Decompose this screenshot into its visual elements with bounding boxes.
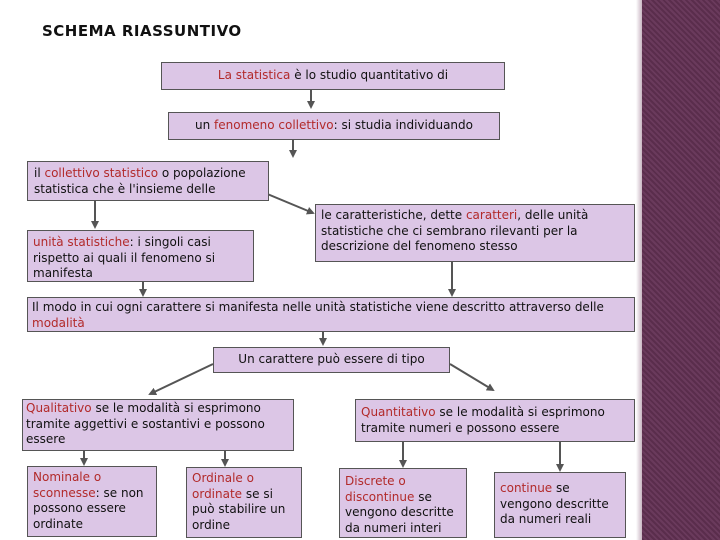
key-term: unità statistiche (33, 235, 130, 249)
key-term: Nominale o sconnesse (33, 470, 102, 500)
box-tipo-carattere: Un carattere può essere di tipo (213, 347, 450, 373)
key-term: caratteri (465, 208, 518, 222)
key-term: collettivo statistico (44, 166, 159, 180)
box-nominale: Nominale o sconnesse: se non possono essere ordinate (27, 466, 157, 537)
box-caratteri: le caratteristiche, dette caratteri, delle unità statistiche che ci sembrano rilevanti per la descrizione del fenomeno stesso (315, 204, 635, 262)
box-qualitativo: Qualitativo se le modalità si esprimono tramite aggettivi e sostantivi e possono essere (22, 399, 294, 451)
box-ordinale: Ordinale o ordinate se si può stabilire un ordine (186, 467, 302, 538)
box-modalita: Il modo in cui ogni carattere si manifesta nelle unità statistiche viene descritto attraverso delle modalità (27, 297, 635, 332)
key-term: Discrete o discontinue (345, 474, 415, 504)
key-term: Qualitativo (26, 401, 92, 415)
box-fenomeno-collettivo: un fenomeno collettivo: si studia individuando (168, 112, 500, 140)
key-term: continue (500, 481, 553, 495)
key-term: La statistica (217, 68, 291, 82)
arrow-9 (450, 364, 493, 390)
box-discrete: Discrete o discontinue se vengono descritte da numeri interi (339, 468, 467, 538)
box-unita-statistiche: unità statistiche: i singoli casi rispetto ai quali il fenomeno si manifesta (27, 230, 254, 282)
arrow-8 (150, 364, 213, 394)
box-collettivo-statistico: il collettivo statistico o popolazione statistica che è l'insieme delle (27, 161, 269, 201)
key-term: fenomeno collettivo (214, 118, 334, 132)
key-term: Ordinale o ordinate (192, 471, 254, 501)
box-continue: continue se vengono descritte da numeri reali (494, 472, 626, 538)
key-term: modalità (32, 315, 85, 330)
page-title: SCHEMA RIASSUNTIVO (42, 22, 242, 40)
key-term: Quantitativo (361, 405, 436, 419)
box-statistica-definition: La statistica è lo studio quantitativo di (161, 62, 505, 90)
box-quantitativo: Quantitativo se le modalità si esprimono tramite numeri e possono essere (355, 399, 635, 442)
